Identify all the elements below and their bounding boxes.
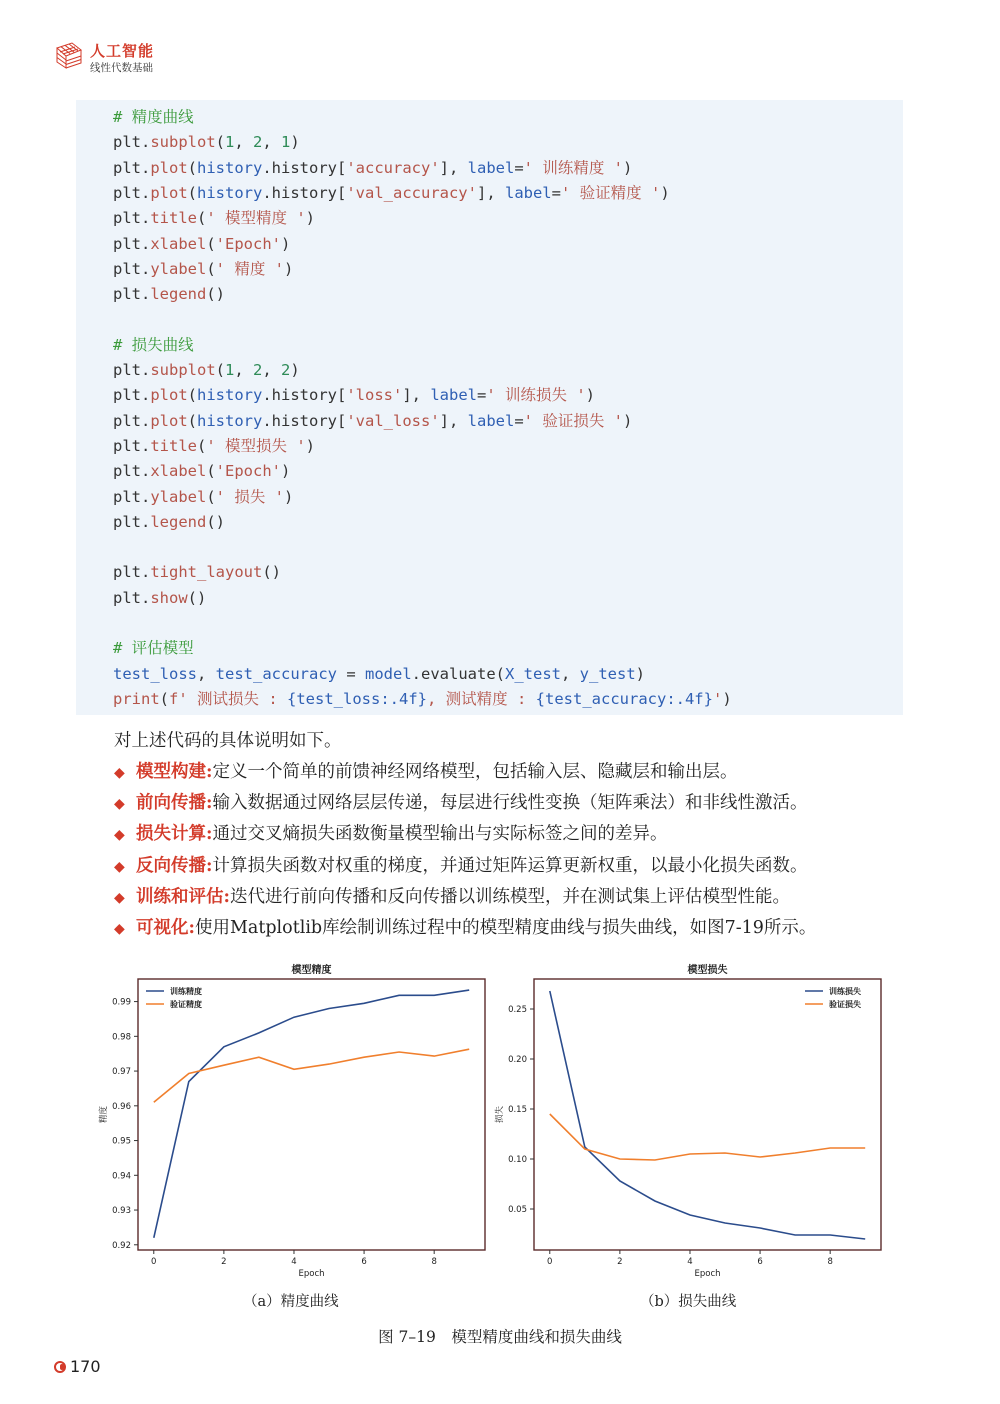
x-tick-label: 6 bbox=[757, 1257, 763, 1267]
code-token: ' 模型精度 ' bbox=[206, 209, 306, 228]
code-token: ) bbox=[281, 234, 291, 253]
bullet-text: 通过交叉熵损失函数衡量模型输出与实际标签之间的差异。 bbox=[212, 824, 668, 844]
bullet-label: 前向传播: bbox=[136, 793, 213, 813]
code-token: 2 bbox=[253, 361, 263, 379]
code-token: # 精度曲线 bbox=[113, 108, 194, 126]
x-tick-label: 8 bbox=[827, 1257, 833, 1267]
bullet-text: 输入数据通过网络层层传递，每层进行线性变换（矩阵乘法）和非线性激活。 bbox=[212, 793, 808, 813]
series-line bbox=[550, 991, 865, 1239]
code-line bbox=[113, 232, 290, 256]
code-line bbox=[113, 510, 225, 534]
code-line bbox=[113, 636, 194, 660]
code-token: ( bbox=[187, 183, 197, 202]
code-token: test_loss bbox=[113, 664, 197, 683]
code-token: y_test bbox=[579, 664, 636, 683]
code-token: ' 验证精度 ' bbox=[561, 183, 661, 202]
x-tick-label: 0 bbox=[151, 1257, 157, 1267]
code-token: plt. bbox=[113, 512, 151, 531]
code-token: show bbox=[150, 588, 188, 607]
y-tick-label: 0.97 bbox=[112, 1067, 131, 1078]
code-token: 'val_loss' bbox=[346, 411, 440, 430]
code-token: 'loss' bbox=[346, 386, 403, 405]
diamond-bullet-icon: ◆ bbox=[114, 921, 125, 937]
code-token: history bbox=[197, 158, 263, 177]
code-token: ( bbox=[206, 234, 216, 253]
code-token: subplot bbox=[150, 361, 216, 379]
code-line bbox=[113, 358, 300, 382]
chart-title: 模型损失 bbox=[687, 965, 728, 976]
brand-subtitle: 线性代数基础 bbox=[90, 62, 153, 74]
figure-caption: 图 7–19 模型精度曲线和损失曲线 bbox=[378, 1328, 622, 1346]
code-token: plt. bbox=[113, 234, 151, 253]
y-tick-label: 0.25 bbox=[508, 1005, 527, 1015]
code-line bbox=[113, 687, 732, 711]
legend-label: 验证损失 bbox=[829, 1000, 861, 1009]
legend-label: 训练损失 bbox=[829, 987, 861, 996]
code-token: plot bbox=[150, 411, 188, 430]
book-header bbox=[54, 40, 194, 76]
code-line bbox=[113, 206, 315, 230]
y-tick-label: 0.10 bbox=[508, 1155, 527, 1165]
code-token: = bbox=[514, 158, 524, 177]
code-token: title bbox=[150, 436, 197, 455]
bullet-item bbox=[114, 852, 807, 880]
code-token: {test_loss:.4f} bbox=[287, 689, 427, 708]
code-token: 'val_accuracy' bbox=[346, 183, 477, 202]
brand-title: 人工智能 bbox=[90, 42, 155, 60]
y-tick-label: 0.95 bbox=[112, 1136, 131, 1147]
code-token: () bbox=[206, 512, 225, 531]
code-token: ) bbox=[290, 133, 300, 152]
code-token: label bbox=[467, 411, 515, 430]
code-token: = bbox=[477, 386, 487, 405]
code-token: history bbox=[197, 386, 263, 405]
diamond-bullet-icon: ◆ bbox=[114, 859, 125, 875]
code-line bbox=[113, 130, 300, 154]
x-tick-label: 6 bbox=[361, 1257, 367, 1267]
code-line bbox=[113, 459, 290, 483]
code-token: , bbox=[234, 133, 254, 152]
x-tick-label: 4 bbox=[687, 1257, 693, 1267]
code-token: ( bbox=[197, 436, 207, 455]
code-token: ' 模型损失 ' bbox=[206, 436, 306, 455]
code-token: test_accuracy bbox=[215, 664, 337, 683]
code-token: # 评估模型 bbox=[113, 639, 194, 658]
code-line bbox=[113, 409, 632, 433]
code-token: () bbox=[206, 285, 225, 304]
code-token: plt. bbox=[113, 462, 151, 481]
series-line bbox=[154, 1049, 469, 1102]
x-tick-label: 2 bbox=[221, 1257, 227, 1267]
code-token: plt. bbox=[113, 285, 151, 304]
code-line bbox=[113, 485, 293, 509]
code-token: ], bbox=[476, 183, 505, 202]
code-token: plt. bbox=[113, 436, 151, 455]
code-token: ( bbox=[187, 411, 197, 430]
y-tick-label: 0.92 bbox=[112, 1240, 131, 1251]
code-token: 1 bbox=[281, 133, 291, 152]
code-token: xlabel bbox=[150, 462, 207, 481]
x-tick-label: 2 bbox=[617, 1257, 623, 1267]
y-tick-label: 0.98 bbox=[112, 1032, 131, 1043]
code-token: ' 训练损失 ' bbox=[486, 386, 586, 405]
code-token: legend bbox=[150, 285, 207, 304]
code-token: xlabel bbox=[150, 234, 207, 253]
code-token: ( bbox=[215, 361, 225, 379]
code-token: .history[ bbox=[262, 411, 347, 430]
code-token: ( bbox=[206, 462, 216, 481]
series-line bbox=[550, 1114, 865, 1160]
code-token: ], bbox=[439, 411, 468, 430]
code-token: ) bbox=[635, 664, 646, 683]
page-number-text: 170 bbox=[70, 1357, 101, 1376]
code-line bbox=[113, 383, 595, 407]
chart-title: 模型精度 bbox=[291, 965, 332, 976]
code-line bbox=[113, 586, 206, 610]
bullet-label: 可视化: bbox=[136, 918, 195, 938]
code-token: history bbox=[197, 411, 263, 430]
bullet-text: 迭代进行前向传播和反向传播以训练模型，并在测试集上评估模型性能。 bbox=[229, 887, 790, 907]
code-token: ylabel bbox=[150, 487, 207, 506]
diamond-bullet-icon: ◆ bbox=[114, 827, 125, 843]
y-tick-label: 0.96 bbox=[112, 1101, 131, 1112]
code-token: plt. bbox=[113, 209, 151, 228]
code-token: plt. bbox=[113, 386, 151, 405]
bullet-text: 计算损失函数对权重的梯度，并通过矩阵运算更新权重，以最小化损失函数。 bbox=[212, 856, 808, 876]
code-line bbox=[113, 156, 632, 180]
x-axis-label: Epoch bbox=[298, 1269, 325, 1279]
code-line bbox=[113, 560, 281, 584]
accuracy-chart bbox=[92, 958, 492, 1283]
bullet-item bbox=[114, 883, 790, 911]
code-token: ) bbox=[284, 487, 294, 506]
code-token: ) bbox=[305, 209, 316, 228]
code-line bbox=[113, 282, 225, 306]
y-axis-label: 精度 bbox=[99, 1105, 109, 1124]
code-token: label bbox=[467, 158, 515, 177]
intro-paragraph: 对上述代码的具体说明如下。 bbox=[114, 731, 342, 751]
code-token: ( bbox=[206, 487, 216, 506]
bullet-text: 使用Matplotlib库绘制训练过程中的模型精度曲线与损失曲线，如图7-19所示。 bbox=[194, 918, 817, 938]
y-tick-label: 0.94 bbox=[112, 1171, 131, 1182]
code-token: ) bbox=[281, 462, 291, 481]
code-token: ) bbox=[722, 689, 732, 708]
code-token: f' 测试损失 : bbox=[169, 689, 288, 708]
x-tick-label: 0 bbox=[547, 1257, 553, 1267]
code-token: ' 损失 ' bbox=[215, 487, 284, 506]
subfigure-caption-b: （b）损失曲线 bbox=[640, 1294, 737, 1310]
code-token: title bbox=[150, 209, 197, 228]
code-token: 1 bbox=[225, 133, 235, 152]
code-token: ( bbox=[187, 386, 197, 405]
code-token: legend bbox=[150, 512, 207, 531]
loss-chart bbox=[488, 958, 888, 1283]
code-token: label bbox=[430, 386, 477, 405]
code-token: ) bbox=[290, 361, 300, 379]
y-tick-label: 0.20 bbox=[508, 1055, 527, 1065]
code-token: plt. bbox=[113, 563, 151, 582]
code-token: history bbox=[197, 183, 263, 202]
x-tick-label: 4 bbox=[291, 1257, 297, 1267]
code-token: 'Epoch' bbox=[215, 234, 281, 253]
bullet-item bbox=[114, 820, 667, 848]
code-block bbox=[76, 100, 903, 715]
code-token: ( bbox=[159, 689, 170, 708]
code-token: plt. bbox=[113, 588, 151, 607]
y-tick-label: 0.99 bbox=[112, 997, 131, 1008]
code-token: ylabel bbox=[150, 259, 207, 278]
legend-label: 验证精度 bbox=[170, 1000, 202, 1009]
code-token: ' 验证损失 ' bbox=[523, 411, 623, 430]
code-token: plot bbox=[150, 386, 188, 405]
code-token: 2 bbox=[281, 361, 291, 379]
code-token: 1 bbox=[225, 361, 235, 379]
code-token: plt. bbox=[113, 158, 151, 177]
code-token: ' 训练精度 ' bbox=[523, 158, 623, 177]
code-token: .history[ bbox=[262, 183, 347, 202]
code-token: , bbox=[262, 361, 282, 379]
code-token: ' bbox=[712, 689, 723, 708]
code-token: plt. bbox=[113, 411, 151, 430]
code-token: plt. bbox=[113, 183, 151, 202]
code-token: 2 bbox=[253, 133, 263, 152]
code-token: tight_layout bbox=[150, 563, 263, 582]
code-token: ) bbox=[623, 158, 633, 177]
bullet-label: 训练和评估: bbox=[136, 887, 230, 907]
code-token: , bbox=[234, 361, 254, 379]
code-token: () bbox=[187, 588, 207, 607]
x-tick-label: 8 bbox=[431, 1257, 437, 1267]
page-number bbox=[54, 1357, 101, 1376]
code-token: print bbox=[113, 689, 160, 708]
code-token: plt. bbox=[113, 361, 151, 379]
code-token: plt. bbox=[113, 259, 151, 278]
code-token: ) bbox=[284, 259, 294, 278]
y-axis-label: 损失 bbox=[495, 1105, 505, 1124]
bullet-item bbox=[114, 758, 737, 786]
code-line bbox=[113, 662, 645, 686]
code-token: X_test bbox=[505, 664, 561, 683]
code-token: ( bbox=[197, 209, 207, 228]
code-token: ], bbox=[439, 158, 468, 177]
code-token: , 测试精度 : bbox=[427, 689, 536, 708]
code-token: label bbox=[504, 183, 552, 202]
code-token: plt. bbox=[113, 487, 151, 506]
code-token: = bbox=[551, 183, 561, 202]
code-token: ) bbox=[623, 411, 633, 430]
bullet-item bbox=[114, 789, 807, 817]
diamond-bullet-icon: ◆ bbox=[114, 765, 125, 781]
code-token: , bbox=[262, 133, 282, 152]
code-line bbox=[113, 434, 315, 458]
code-token: ( bbox=[206, 259, 216, 278]
x-axis-label: Epoch bbox=[694, 1269, 721, 1279]
diamond-bullet-icon: ◆ bbox=[114, 890, 125, 906]
bullet-text: 定义一个简单的前馈神经网络模型，包括输入层、隐藏层和输出层。 bbox=[212, 762, 738, 782]
subfigure-caption-a: （a）精度曲线 bbox=[243, 1294, 339, 1310]
bullet-label: 模型构建: bbox=[136, 762, 213, 782]
code-token: = bbox=[514, 411, 524, 430]
code-token: plot bbox=[150, 183, 188, 202]
code-token: model bbox=[365, 664, 412, 683]
code-token: ) bbox=[585, 386, 596, 405]
code-token: plt. bbox=[113, 133, 151, 152]
code-token: , bbox=[561, 664, 580, 683]
legend-label: 训练精度 bbox=[170, 987, 202, 996]
code-token: , bbox=[197, 664, 216, 683]
bullet-item bbox=[114, 914, 816, 942]
page-marker-icon bbox=[54, 1361, 66, 1373]
code-line bbox=[113, 181, 670, 205]
code-token: ( bbox=[215, 133, 225, 152]
code-token: ) bbox=[305, 436, 316, 455]
code-line bbox=[113, 257, 293, 281]
code-token: 'accuracy' bbox=[346, 158, 440, 177]
series-line bbox=[154, 990, 469, 1238]
code-token: ], bbox=[402, 386, 431, 405]
code-line bbox=[113, 333, 194, 357]
code-token: .history[ bbox=[262, 386, 347, 405]
code-token: = bbox=[337, 664, 365, 683]
plot-frame bbox=[534, 979, 881, 1250]
code-token: plot bbox=[150, 158, 188, 177]
code-token: ) bbox=[660, 183, 670, 202]
code-token: subplot bbox=[150, 133, 216, 152]
y-tick-label: 0.15 bbox=[508, 1105, 527, 1115]
grid-logo-icon bbox=[54, 40, 84, 70]
code-token: 'Epoch' bbox=[215, 462, 281, 481]
code-line bbox=[113, 105, 194, 129]
code-token: () bbox=[262, 563, 281, 582]
y-tick-label: 0.05 bbox=[508, 1205, 527, 1215]
code-token: .history[ bbox=[262, 158, 347, 177]
y-tick-label: 0.93 bbox=[112, 1206, 131, 1217]
bullet-label: 反向传播: bbox=[136, 856, 213, 876]
code-token: # 损失曲线 bbox=[113, 335, 194, 354]
bullet-label: 损失计算: bbox=[136, 824, 213, 844]
code-token: ' 精度 ' bbox=[215, 259, 284, 278]
plot-frame bbox=[138, 979, 485, 1250]
code-token: {test_accuracy:.4f} bbox=[535, 689, 713, 708]
code-token: .evaluate( bbox=[411, 664, 505, 683]
code-token: ( bbox=[187, 158, 197, 177]
diamond-bullet-icon: ◆ bbox=[114, 796, 125, 812]
